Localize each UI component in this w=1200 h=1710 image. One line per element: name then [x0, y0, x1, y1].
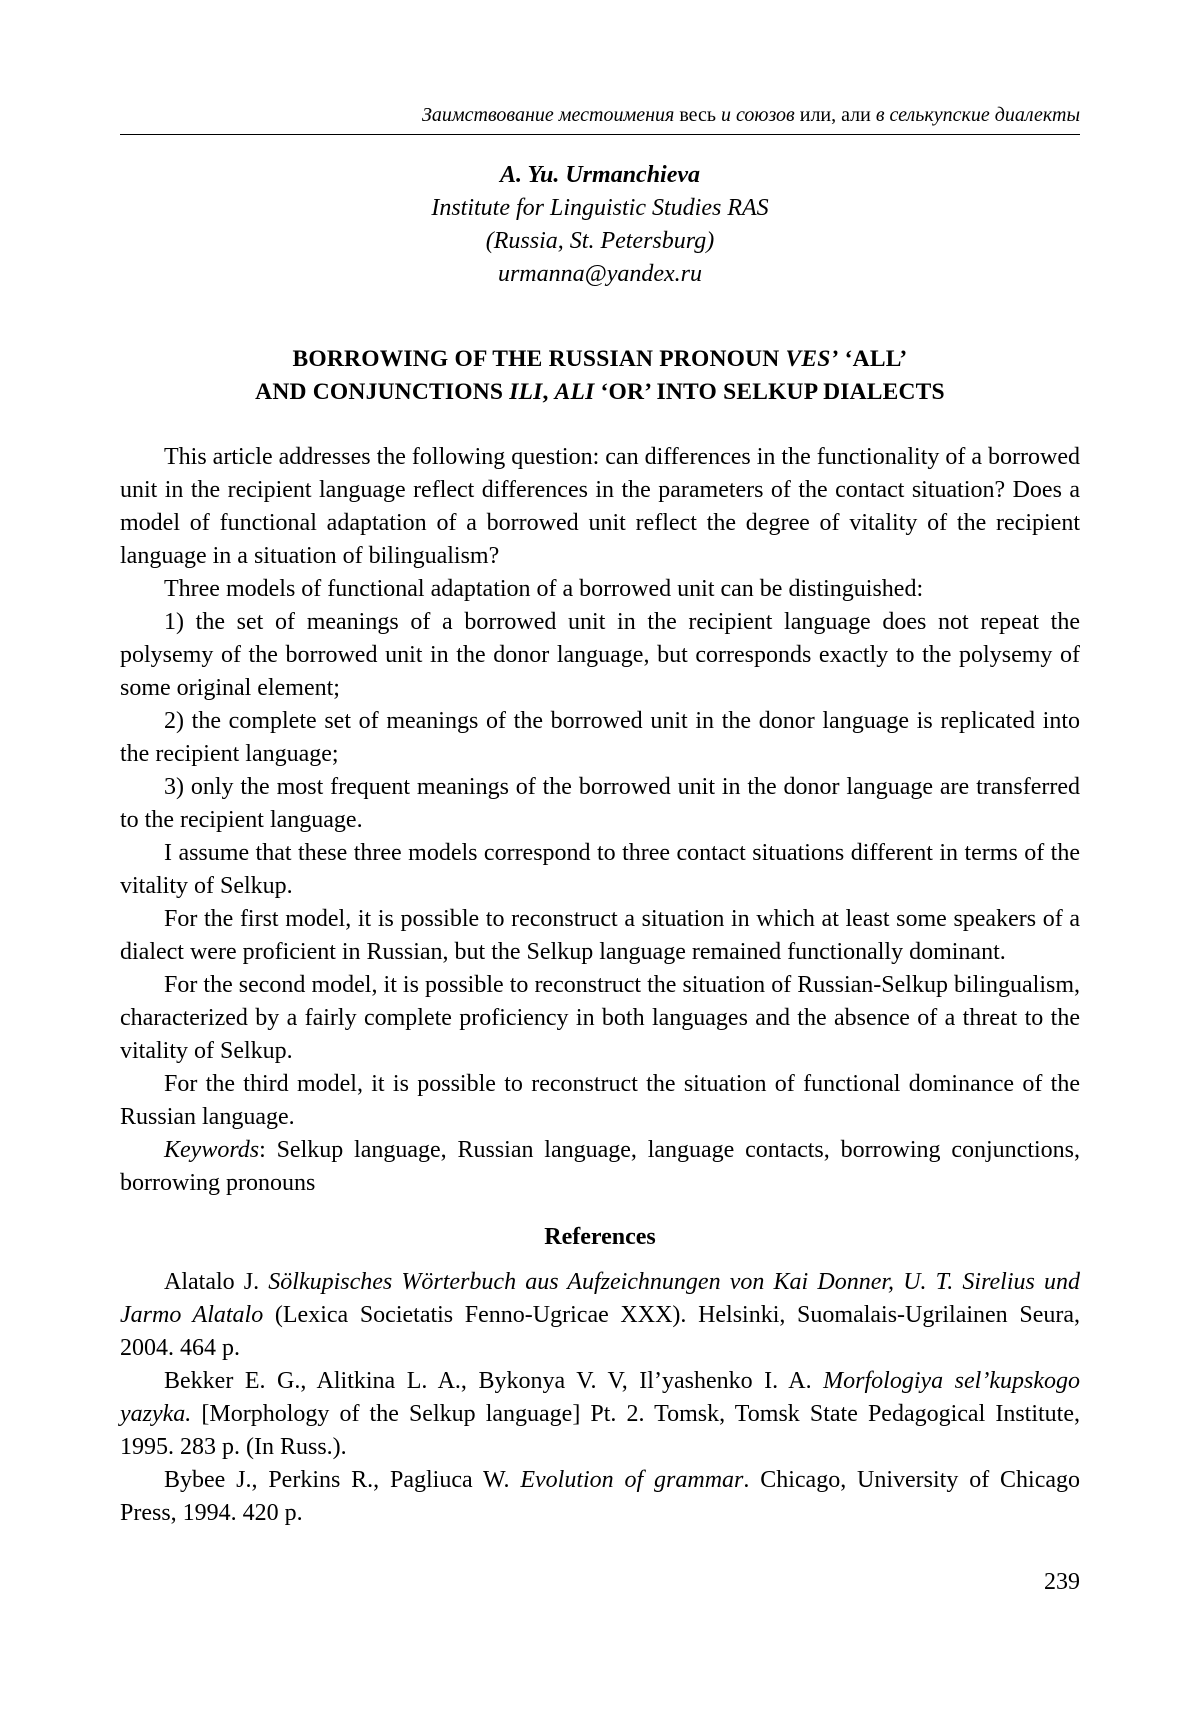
title-l2d: ALI — [554, 379, 595, 405]
abstract-model-2: 2) the complete set of meanings of the borrowed unit in the donor language is replicated into the recipient language; — [120, 708, 1080, 767]
reference-details: [Morphology of the Selkup language] Pt. 2. Tomsk, Tomsk State Pedagogical Institute, 1995. 283 p. (In Russ.). — [120, 1401, 1080, 1460]
abstract-paragraph-7: For the first model, it is possible to reconstruct a situation in which at least some speakers of a dialect were proficient in Russian, but the Selkup language remained functionally dominant. — [120, 906, 1080, 965]
abstract-paragraph-9: For the third model, it is possible to reconstruct the situation of functional dominance of the Russian language. — [120, 1071, 1080, 1130]
title-l2b: ILI — [509, 379, 543, 405]
reference-item — [120, 1266, 1080, 1365]
title-l2e: ‘OR’ INTO SELKUP DIALECTS — [594, 379, 945, 405]
reference-authors: Bekker E. G., Alitkina L. A., Bykonya V. V, Il’yashenko I. A. — [164, 1368, 824, 1394]
running-head-part5: в селькупские диалекты — [875, 104, 1080, 126]
author-block — [120, 159, 1080, 291]
keywords-label: Keywords — [164, 1137, 260, 1163]
reference-title: Morfologiya sel’kupskogo yazyka. — [120, 1368, 1080, 1427]
title-l1b: VES’ — [785, 346, 839, 372]
reference-details: . Chicago, University of Chicago Press, 1994. 420 p. — [120, 1467, 1081, 1526]
abstract-paragraph-6: I assume that these three models correspond to three contact situations different in terms of the vitality of Selkup. — [120, 840, 1080, 899]
article-body — [120, 441, 1080, 1530]
abstract-paragraph-1: This article addresses the following question: can differences in the functionality of a borrowed unit in the recipient language reflect differences in the parameters of the contact situation? Does a model of functional adaptation of a borrowed unit reflect the degree of vitality of the recipient language in a situation of bilingualism? — [120, 444, 1080, 569]
keywords-text: : Selkup language, Russian language, language contacts, borrowing conjunctions, borrowing pronouns — [120, 1137, 1080, 1196]
running-head — [120, 102, 1080, 128]
abstract-model-3: 3) only the most frequent meanings of the borrowed unit in the donor language are transferred to the recipient language. — [120, 774, 1080, 833]
abstract-paragraph-8: For the second model, it is possible to reconstruct the situation of Russian-Selkup bilingualism, characterized by a fairly complete proficiency in both languages and the absence of a threat to the vitality of Selkup. — [120, 972, 1080, 1064]
running-head-part4: или, али — [799, 104, 871, 126]
header-rule — [120, 134, 1080, 135]
title-line-1 — [120, 343, 1080, 376]
reference-item — [120, 1464, 1080, 1530]
title-l1c: ‘ALL’ — [838, 346, 908, 372]
keywords — [120, 1134, 1080, 1200]
article-title — [120, 343, 1080, 409]
reference-authors: Bybee J., Perkins R., Pagliuca W. — [164, 1467, 521, 1493]
running-head-part2: весь — [679, 104, 717, 126]
author-location: (Russia, St. Petersburg) — [485, 228, 715, 254]
reference-item — [120, 1365, 1080, 1464]
title-line-2 — [120, 376, 1080, 409]
running-head-part3: и союзов — [721, 104, 795, 126]
running-head-part1: Заимствование местоимения — [422, 104, 675, 126]
abstract-model-1: 1) the set of meanings of a borrowed unit in the recipient language does not repeat the polysemy of the borrowed unit in the donor language, but corresponds exactly to the polysemy of some original element; — [120, 609, 1080, 701]
reference-title: Sölkupisches Wörterbuch aus Aufzeichnungen von Kai Donner, U. T. Sirelius und Jarmo Alatalo — [120, 1269, 1080, 1328]
author-email: urmanna@yandex.ru — [497, 261, 703, 287]
reference-details: (Lexica Societatis Fenno-Ugricae XXX). Helsinki, Suomalais-Ugrilainen Seura, 2004. 464 p. — [120, 1302, 1080, 1361]
title-l2c: , — [542, 379, 555, 405]
title-l2a: AND CONJUNCTIONS — [255, 379, 510, 405]
page-number: 239 — [1044, 1569, 1080, 1595]
references-heading: References — [544, 1224, 656, 1250]
reference-title: Evolution of grammar — [520, 1467, 744, 1493]
reference-authors: Alatalo J. — [164, 1269, 269, 1295]
abstract-paragraph-2: Three models of functional adaptation of a borrowed unit can be distinguished: — [164, 576, 924, 602]
author-name: A. Yu. Urmanchieva — [499, 162, 701, 188]
author-institute: Institute for Linguistic Studies RAS — [431, 195, 769, 221]
title-l1a: BORROWING OF THE RUSSIAN PRONOUN — [292, 346, 786, 372]
